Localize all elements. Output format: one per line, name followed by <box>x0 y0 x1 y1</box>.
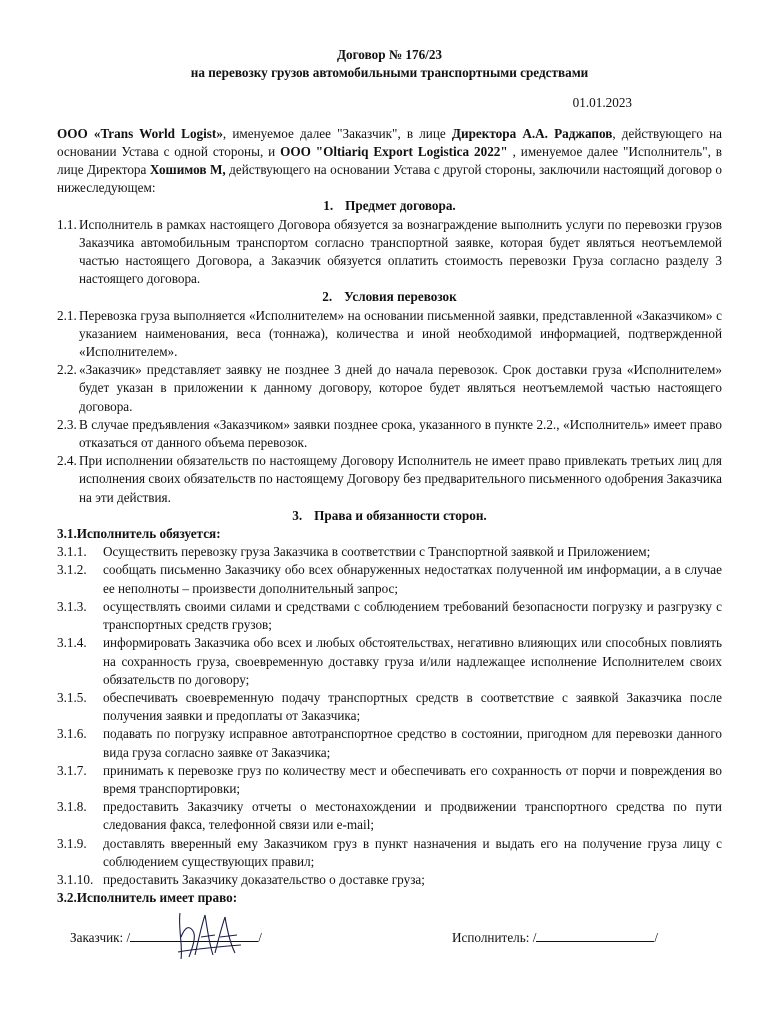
intro-text-2: , действующего на основании Устава с одной стороны, и <box>57 125 722 159</box>
clause-3-1-7: 3.1.7. принимать к перевозке груз по количеству мест и обеспечивать его сохранность от порчи и повреждения во время транспортировки; <box>57 762 722 796</box>
clause-3-1-2: 3.1.2. сообщать письменно Заказчику обо всех обнаруженных недостатках полученной им информации, а в случае ее неполноты – произвести дополнительный запрос; <box>57 562 722 596</box>
clause-3-1-3: 3.1.3. осуществлять своими силами и средствами с соблюдением требований безопасности погрузку и разгрузку с транспортных средств грузов; <box>57 598 722 633</box>
contractor-signature-line <box>536 927 654 942</box>
subsection-3-2-heading: 3.2.Исполнитель имеет право: <box>57 890 238 906</box>
clause-2-4: 2.4. При исполнении обязательств по настоящему Договору Исполнитель не имеет право привлекать третьих лиц для исполнения своих обязательств по настоящему Договору без предварительного письменного одобрения Заказчика на эти действия. <box>57 453 722 505</box>
clause-3-1-4: 3.1.4. информировать Заказчика обо всех и любых обстоятельствах, негативно влияющих или способных повлиять на сохранность груза, своевременную доставку груза и/или надлежащее исполнение Исполнителем своих обязательств по договору; <box>57 635 722 687</box>
contractor-signature-label: Исполнитель: / <box>452 930 537 945</box>
customer-director: Директора А.А. Раджапов <box>451 125 613 141</box>
customer-signature-label: Заказчик: / <box>70 930 131 945</box>
document-page <box>57 46 722 907</box>
contractor-name: ООО "Oltiariq Export Logistica 2022" <box>280 143 508 159</box>
contractor-director: Хошимов М, <box>149 162 226 178</box>
clause-3-1-6: 3.1.6. подавать по погрузку исправное автотранспортное средство в состоянии, пригодном для перевозки данного вида груза согласно заявке от Заказчика; <box>57 726 722 760</box>
customer-signature-end: / <box>258 930 262 945</box>
clause-3-1-10: 3.1.10. предоставить Заказчику доказательство о доставке груза; <box>57 871 425 887</box>
clause-2-3: 2.3. В случае предъявления «Заказчиком» заявки позднее срока, указанного в пункте 2.2., «Исполнитель» имеет право отказаться от данного объема перевозок. <box>57 416 722 451</box>
contract-subtitle: на перевозку грузов автомобильными транспортными средствами <box>190 65 589 81</box>
intro-text-4: действующего на основании Устава с другой стороны, заключили настоящий договор о нижеследующем: <box>57 162 722 196</box>
contractor-signature-end: / <box>654 930 659 945</box>
contract-title: Договор № 176/23 <box>336 47 443 62</box>
intro-paragraph <box>57 125 722 198</box>
handwritten-signature <box>175 907 245 963</box>
section-3-heading: 3. Права и обязанности сторон. <box>292 507 487 523</box>
customer-name: ООО «Trans World Logist» <box>57 125 223 141</box>
section-1-heading: 1. Предмет договора. <box>323 198 456 214</box>
signature-row <box>70 927 690 955</box>
clause-3-1-5: 3.1.5. обеспечивать своевременную подачу транспортных средств в соответствие с заявкой Заказчика после получения заявки и предоплаты от Заказчика; <box>57 689 722 724</box>
clause-3-1-8: 3.1.8. предоставить Заказчику отчеты о местонахождении и продвижении транспортного средства по пути следования факса, телефонной связи или e-mail; <box>57 799 722 833</box>
clause-1-1: 1.1. Исполнитель в рамках настоящего Договора обязуется за вознаграждение выполнить услуги по перевозки грузов Заказчика автомобильным транспортом согласно транспортной заявке, которая будет являться неотъемлемой частью настоящего Договора, а Заказчик обязуется оплатить стоимость перевозки Груза согласно разделу 3 настоящего договора. <box>57 216 722 287</box>
contract-date: 01.01.2023 <box>572 95 632 111</box>
section-2-heading: 2. Условия перевозок <box>322 289 457 305</box>
clause-3-1-9: 3.1.9. доставлять вверенный ему Заказчиком груз в пункт назначения и выдать его на получение груза лицу с соблюдением существующих правил; <box>57 835 722 869</box>
subsection-3-1-heading: 3.1.Исполнитель обязуется: <box>57 526 221 542</box>
customer-signature-block <box>70 927 262 947</box>
intro-text-1: , именуемое далее "Заказчик", в лице <box>222 125 452 141</box>
clause-2-1: 2.1. Перевозка груза выполняется «Исполнителем» на основании письменной заявки, представленной «Заказчиком» с указанием наименования, веса (тоннажа), количества и иной необходимой информацией, подтвержденной «Исполнителем». <box>57 307 722 360</box>
clause-3-1-1: 3.1.1. Осуществить перевозку груза Заказчика в соответствии с Транспортной заявкой и Приложением; <box>57 544 651 560</box>
intro-text-3: , именуемое далее "Исполнитель", в лице Директора <box>57 143 722 178</box>
clause-2-2: 2.2. «Заказчик» представляет заявку не позднее 3 дней до начала перевозок. Срок доставки груза «Исполнителем» будет указан в приложении к данному договору, которое будет являться неотъемлемой частью настоящего договора. <box>57 362 722 414</box>
contractor-signature-block <box>452 927 658 947</box>
